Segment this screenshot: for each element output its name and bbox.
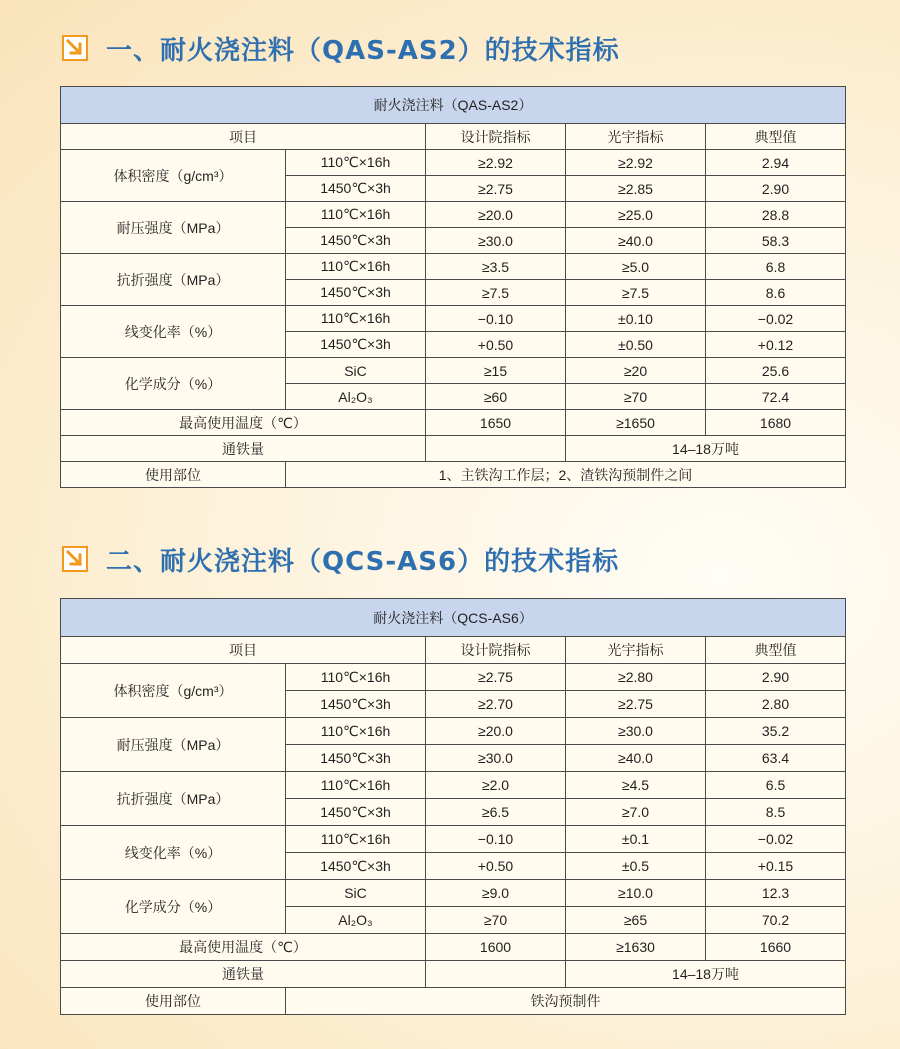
design-cell: ≥60 <box>426 384 566 410</box>
spec-table <box>60 86 846 488</box>
iron-throughput-value: 14–18万吨 <box>566 961 846 988</box>
design-cell: ≥2.75 <box>426 176 566 202</box>
group-label: 耐压强度（MPa） <box>61 718 286 772</box>
guangyu-cell: ≥2.80 <box>566 664 706 691</box>
header-item: 项目 <box>61 124 426 150</box>
header-design: 设计院指标 <box>426 124 566 150</box>
design-cell: +0.50 <box>426 332 566 358</box>
section-heading <box>62 32 620 64</box>
guangyu-cell: ≥2.85 <box>566 176 706 202</box>
header-typical: 典型值 <box>706 637 846 664</box>
design-cell: ≥30.0 <box>426 228 566 254</box>
guangyu-cell: ≥4.5 <box>566 772 706 799</box>
design-cell: ≥3.5 <box>426 254 566 280</box>
iron-throughput-label: 通铁量 <box>61 961 426 988</box>
design-cell: ≥2.70 <box>426 691 566 718</box>
typical-cell: 1660 <box>706 934 846 961</box>
typical-cell: 72.4 <box>706 384 846 410</box>
section-heading <box>62 543 619 575</box>
typical-cell: 63.4 <box>706 745 846 772</box>
typical-cell: −0.02 <box>706 306 846 332</box>
guangyu-cell: ±0.5 <box>566 853 706 880</box>
typical-cell: 70.2 <box>706 907 846 934</box>
design-cell: ≥2.75 <box>426 664 566 691</box>
condition-cell: 1450℃×3h <box>286 691 426 718</box>
header-design: 设计院指标 <box>426 637 566 664</box>
typical-cell: 28.8 <box>706 202 846 228</box>
empty-cell <box>426 961 566 988</box>
group-label: 化学成分（%） <box>61 358 286 410</box>
group-label: 化学成分（%） <box>61 880 286 934</box>
typical-cell: 2.90 <box>706 664 846 691</box>
typical-cell: 2.90 <box>706 176 846 202</box>
header-item: 项目 <box>61 637 426 664</box>
empty-cell <box>426 436 566 462</box>
condition-cell: 110℃×16h <box>286 772 426 799</box>
typical-cell: 6.8 <box>706 254 846 280</box>
guangyu-cell: ≥1650 <box>566 410 706 436</box>
group-label: 抗折强度（MPa） <box>61 772 286 826</box>
condition-cell: 1450℃×3h <box>286 799 426 826</box>
design-cell: ≥9.0 <box>426 880 566 907</box>
guangyu-cell: ≥25.0 <box>566 202 706 228</box>
design-cell: 1650 <box>426 410 566 436</box>
design-cell: ≥20.0 <box>426 718 566 745</box>
header-guangyu: 光宇指标 <box>566 124 706 150</box>
typical-cell: −0.02 <box>706 826 846 853</box>
iron-throughput-value: 14–18万吨 <box>566 436 846 462</box>
group-label: 耐压强度（MPa） <box>61 202 286 254</box>
guangyu-cell: ≥30.0 <box>566 718 706 745</box>
typical-cell: 2.80 <box>706 691 846 718</box>
design-cell: ≥6.5 <box>426 799 566 826</box>
design-cell: −0.10 <box>426 826 566 853</box>
typical-cell: 8.6 <box>706 280 846 306</box>
typical-cell: 25.6 <box>706 358 846 384</box>
guangyu-cell: ±0.50 <box>566 332 706 358</box>
guangyu-cell: ≥2.75 <box>566 691 706 718</box>
typical-cell: 2.94 <box>706 150 846 176</box>
design-cell: +0.50 <box>426 853 566 880</box>
guangyu-cell: ±0.1 <box>566 826 706 853</box>
condition-cell: Al₂O₃ <box>286 907 426 934</box>
usage-value: 铁沟预制件 <box>286 988 846 1015</box>
guangyu-cell: ≥65 <box>566 907 706 934</box>
design-cell: ≥2.92 <box>426 150 566 176</box>
design-cell: ≥20.0 <box>426 202 566 228</box>
guangyu-cell: ≥10.0 <box>566 880 706 907</box>
header-typical: 典型值 <box>706 124 846 150</box>
spec-table <box>60 598 846 1015</box>
design-cell: 1600 <box>426 934 566 961</box>
typical-cell: 8.5 <box>706 799 846 826</box>
group-label: 体积密度（g/cm³） <box>61 664 286 718</box>
max-temp-label: 最高使用温度（℃） <box>61 934 426 961</box>
condition-cell: 1450℃×3h <box>286 280 426 306</box>
design-cell: ≥70 <box>426 907 566 934</box>
condition-cell: 110℃×16h <box>286 306 426 332</box>
design-cell: −0.10 <box>426 306 566 332</box>
condition-cell: 1450℃×3h <box>286 853 426 880</box>
usage-label: 使用部位 <box>61 462 286 488</box>
usage-value: 1、主铁沟工作层；2、渣铁沟预制件之间 <box>286 462 846 488</box>
condition-cell: 1450℃×3h <box>286 228 426 254</box>
condition-cell: 110℃×16h <box>286 202 426 228</box>
iron-throughput-label: 通铁量 <box>61 436 426 462</box>
condition-cell: 110℃×16h <box>286 254 426 280</box>
arrow-down-right-icon <box>62 35 88 61</box>
header-guangyu: 光宇指标 <box>566 637 706 664</box>
typical-cell: 12.3 <box>706 880 846 907</box>
condition-cell: 1450℃×3h <box>286 332 426 358</box>
condition-cell: 110℃×16h <box>286 150 426 176</box>
condition-cell: 110℃×16h <box>286 664 426 691</box>
design-cell: ≥7.5 <box>426 280 566 306</box>
design-cell: ≥15 <box>426 358 566 384</box>
condition-cell: Al₂O₃ <box>286 384 426 410</box>
condition-cell: SiC <box>286 880 426 907</box>
design-cell: ≥2.0 <box>426 772 566 799</box>
condition-cell: SiC <box>286 358 426 384</box>
design-cell: ≥30.0 <box>426 745 566 772</box>
guangyu-cell: ≥7.0 <box>566 799 706 826</box>
usage-label: 使用部位 <box>61 988 286 1015</box>
group-label: 体积密度（g/cm³） <box>61 150 286 202</box>
guangyu-cell: ≥40.0 <box>566 745 706 772</box>
condition-cell: 1450℃×3h <box>286 745 426 772</box>
typical-cell: 58.3 <box>706 228 846 254</box>
typical-cell: +0.15 <box>706 853 846 880</box>
arrow-down-right-icon <box>62 546 88 572</box>
guangyu-cell: ≥7.5 <box>566 280 706 306</box>
guangyu-cell: ±0.10 <box>566 306 706 332</box>
group-label: 线变化率（%） <box>61 306 286 358</box>
guangyu-cell: ≥40.0 <box>566 228 706 254</box>
guangyu-cell: ≥1630 <box>566 934 706 961</box>
section-title: 一、耐火浇注料（QAS-AS2）的技术指标 <box>106 35 620 66</box>
condition-cell: 110℃×16h <box>286 826 426 853</box>
condition-cell: 1450℃×3h <box>286 176 426 202</box>
typical-cell: +0.12 <box>706 332 846 358</box>
condition-cell: 110℃×16h <box>286 718 426 745</box>
guangyu-cell: ≥2.92 <box>566 150 706 176</box>
typical-cell: 6.5 <box>706 772 846 799</box>
table-title: 耐火浇注料（QCS-AS6） <box>61 599 846 637</box>
section-title: 二、耐火浇注料（QCS-AS6）的技术指标 <box>106 546 620 577</box>
guangyu-cell: ≥20 <box>566 358 706 384</box>
guangyu-cell: ≥5.0 <box>566 254 706 280</box>
typical-cell: 35.2 <box>706 718 846 745</box>
group-label: 线变化率（%） <box>61 826 286 880</box>
max-temp-label: 最高使用温度（℃） <box>61 410 426 436</box>
group-label: 抗折强度（MPa） <box>61 254 286 306</box>
guangyu-cell: ≥70 <box>566 384 706 410</box>
table-title: 耐火浇注料（QAS-AS2） <box>61 87 846 124</box>
typical-cell: 1680 <box>706 410 846 436</box>
